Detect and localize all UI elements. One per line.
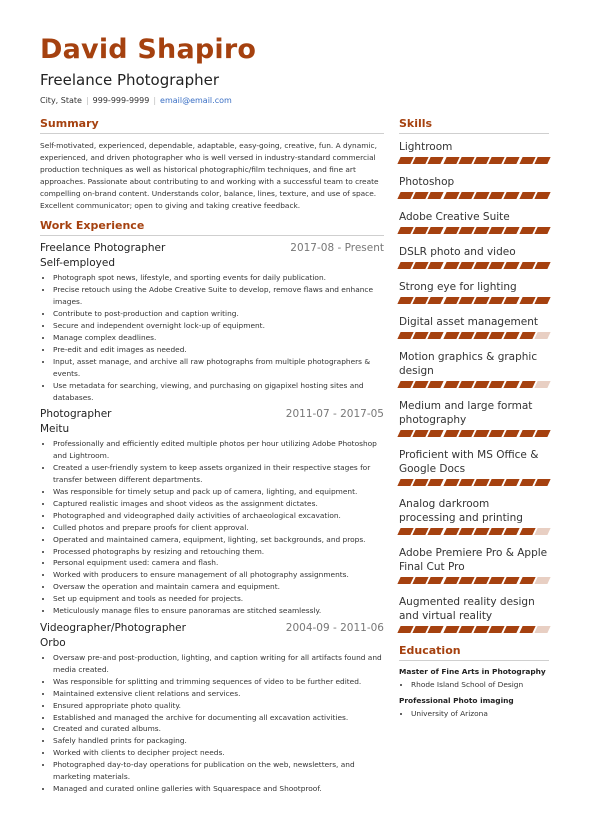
skill-rating-segment (504, 626, 520, 633)
summary-heading: Summary (40, 117, 384, 134)
job-bullet: • Contribute to post-production and caption writing. (53, 308, 384, 320)
job-header-row (40, 622, 384, 634)
skill-rating-segment (473, 192, 489, 199)
skill-rating-segment (519, 262, 535, 269)
job-bullet: • Maintained extensive client relations and services. (53, 688, 384, 700)
skill-rating-segment (428, 262, 444, 269)
skill-rating-bar (399, 262, 549, 269)
skill-rating-segment (534, 528, 550, 535)
job-title: Freelance Photographer (40, 242, 166, 255)
skill-rating-segment (443, 262, 459, 269)
skill-item (399, 350, 549, 388)
skill-name: DSLR photo and video (399, 246, 516, 258)
skill-rating-segment (458, 430, 474, 437)
skill-rating-segment (519, 381, 535, 388)
skill-rating-segment (504, 227, 520, 234)
skill-rating-segment (534, 262, 550, 269)
skill-rating-segment (397, 157, 413, 164)
skill-rating-segment (397, 577, 413, 584)
skill-rating-segment (443, 157, 459, 164)
skill-rating-bar (399, 626, 549, 633)
job-bullet: • Oversaw pre-and post-production, lighting, and caption writing for all artifacts found and media created. (53, 652, 384, 676)
summary-text: Self-motivated, experienced, dependable, adaptable, easy-going, creative, fun. A dynamic, experienced, and driven photographer who is well versed in industry-standard commercial production techniques as well as historical photographic/film techniques, and fine art approaches. Passionate about contributing to and working with a successful team to create compelling on-brand content. Understands color, balance, lines, texture, and use of space. Excellent communicator; open to giving and taking creative feedback. (40, 141, 379, 210)
skill-rating-segment (534, 381, 550, 388)
skill-rating-segment (397, 479, 413, 486)
skill-rating-bar (399, 479, 549, 486)
skill-rating-segment (443, 297, 459, 304)
experience-section (40, 219, 384, 794)
skill-item (399, 448, 549, 486)
skill-rating-segment (519, 297, 535, 304)
skill-rating-segment (534, 626, 550, 633)
skill-rating-segment (504, 262, 520, 269)
job-bullet: • Set up equipment and tools as needed for projects. (53, 593, 384, 605)
skill-rating-segment (519, 157, 535, 164)
job-title: Photographer (40, 408, 112, 421)
skill-rating-segment (534, 430, 550, 437)
skill-item (399, 280, 549, 304)
skill-rating-segment (428, 430, 444, 437)
skill-rating-segment (519, 528, 535, 535)
job-bullet: • Personal equipment used: camera and flash. (53, 557, 384, 569)
skill-rating-segment (534, 297, 550, 304)
skill-rating-segment (504, 192, 520, 199)
company-name: Self-employed (40, 257, 115, 270)
skill-rating-segment (473, 332, 489, 339)
skill-item (399, 245, 549, 269)
summary-section (40, 117, 384, 211)
contact-line (40, 96, 232, 105)
name-heading: David Shapiro (40, 34, 257, 65)
job-dates: 2017-08 - Present (290, 242, 384, 255)
skill-rating-bar (399, 381, 549, 388)
job-bullet: • Worked with clients to decipher project needs. (53, 747, 384, 759)
skill-rating-segment (443, 332, 459, 339)
skills-section (399, 117, 549, 633)
skill-rating-segment (428, 157, 444, 164)
job-bullet: • Photograph spot news, lifestyle, and sporting events for daily publication. (53, 272, 384, 284)
job-bullet-list (40, 272, 384, 403)
job-title-heading: Freelance Photographer (40, 71, 220, 89)
skill-rating-segment (473, 227, 489, 234)
skill-rating-segment (443, 381, 459, 388)
skill-item (399, 399, 549, 437)
contact-phone: 999-999-9999 (92, 96, 150, 105)
skill-rating-segment (534, 577, 550, 584)
education-degree: Master of Fine Arts in Photography (399, 667, 546, 676)
education-school-list (399, 708, 549, 720)
job-entry (40, 408, 384, 617)
education-school-list (399, 679, 549, 691)
skill-rating-segment (519, 227, 535, 234)
job-bullet: • Was responsible for splitting and trimming sequences of video to be further edited. (53, 676, 384, 688)
skill-rating-segment (428, 227, 444, 234)
job-bullet: • Photographed day-to-day operations for publication on the web, newsletters, and marketing materials. (53, 759, 384, 783)
skill-rating-segment (534, 227, 550, 234)
job-bullet: • Established and managed the archive for documenting all excavation activities. (53, 712, 384, 724)
company-name: Orbo (40, 637, 66, 649)
skill-rating-segment (534, 332, 550, 339)
education-school: • University of Arizona (411, 708, 549, 720)
skill-rating-segment (458, 528, 474, 535)
skill-rating-segment (473, 626, 489, 633)
skill-name: Augmented reality design and virtual reality (399, 596, 535, 622)
skill-item (399, 315, 549, 339)
skill-rating-segment (504, 528, 520, 535)
skill-rating-segment (504, 381, 520, 388)
company-name: Meitu (40, 423, 70, 436)
job-bullet: • Created and curated albums. (53, 723, 384, 735)
skill-rating-bar (399, 192, 549, 199)
job-bullet: • Manage complex deadlines. (53, 332, 384, 344)
skill-rating-segment (458, 577, 474, 584)
skill-rating-segment (443, 430, 459, 437)
job-bullet: • Secure and independent overnight lock-up of equipment. (53, 320, 384, 332)
job-bullet: • Photographed and videographed daily activities of archaeological excavation. (53, 510, 384, 522)
skill-name: Photoshop (399, 176, 455, 188)
main-column (40, 117, 384, 800)
skill-name: Adobe Premiere Pro & Apple Final Cut Pro (399, 547, 548, 573)
skill-rating-segment (428, 626, 444, 633)
job-bullet: • Professionally and efficiently edited multiple photos per hour utilizing Adobe Photoshop and Lightroom. (53, 438, 384, 462)
job-bullet-list (40, 438, 384, 617)
job-bullet: • Pre-edit and edit images as needed. (53, 344, 384, 356)
job-bullet: • Captured realistic images and shoot videos as the assignment dictates. (53, 498, 384, 510)
skill-item (399, 140, 549, 164)
skill-rating-segment (397, 528, 413, 535)
job-bullet: • Created a user-friendly system to keep assets organized in their respective stages for transfer between different departments. (53, 462, 384, 486)
job-header-row (40, 242, 384, 254)
skill-item (399, 175, 549, 199)
job-bullet: • Oversaw the operation and maintain camera and equipment. (53, 581, 384, 593)
skill-rating-bar (399, 528, 549, 535)
skill-name: Proficient with MS Office & Google Docs (399, 449, 539, 475)
education-list (399, 667, 549, 720)
job-list (40, 242, 384, 794)
skill-rating-bar (399, 297, 549, 304)
sidebar-column (399, 117, 549, 725)
skill-rating-segment (458, 192, 474, 199)
skill-item (399, 497, 549, 535)
skill-rating-segment (428, 577, 444, 584)
skill-rating-segment (397, 227, 413, 234)
skill-rating-segment (473, 381, 489, 388)
skill-rating-segment (473, 479, 489, 486)
skill-rating-segment (458, 262, 474, 269)
education-school: • Rhode Island School of Design (411, 679, 549, 691)
job-bullet: • Culled photos and prepare proofs for client approval. (53, 522, 384, 534)
experience-heading: Work Experience (40, 219, 384, 236)
job-bullet: • Input, asset manage, and archive all raw photographs from multiple photographers & events. (53, 356, 384, 380)
skills-heading: Skills (399, 117, 549, 134)
skill-name: Motion graphics & graphic design (399, 351, 538, 377)
skill-rating-segment (473, 577, 489, 584)
skill-rating-segment (397, 192, 413, 199)
skill-rating-segment (397, 626, 413, 633)
contact-city: City, State (40, 96, 82, 105)
skill-rating-segment (534, 192, 550, 199)
skill-rating-segment (473, 430, 489, 437)
skill-rating-segment (397, 297, 413, 304)
job-title: Videographer/Photographer (40, 622, 186, 634)
job-bullet: • Precise retouch using the Adobe Creative Suite to develop, remove flaws and enhance images. (53, 284, 384, 308)
skill-name: Strong eye for lighting (399, 281, 517, 293)
skill-rating-segment (504, 157, 520, 164)
skill-rating-segment (519, 430, 535, 437)
skill-rating-segment (504, 332, 520, 339)
skill-name: Medium and large format photography (399, 400, 533, 426)
skill-rating-segment (428, 381, 444, 388)
skill-rating-segment (443, 577, 459, 584)
skill-name: Lightroom (399, 141, 453, 153)
skill-rating-segment (458, 157, 474, 164)
skill-rating-segment (519, 479, 535, 486)
skill-rating-segment (473, 297, 489, 304)
skill-item (399, 595, 549, 633)
skill-rating-segment (443, 192, 459, 199)
skill-rating-segment (428, 528, 444, 535)
job-header-row (40, 408, 384, 420)
skill-rating-segment (504, 297, 520, 304)
contact-separator: | (153, 96, 157, 105)
job-bullet: • Use metadata for searching, viewing, and purchasing on gigapixel hosting sites and databases. (53, 380, 384, 404)
skill-rating-segment (458, 626, 474, 633)
skill-rating-bar (399, 227, 549, 234)
skill-rating-bar (399, 430, 549, 437)
skill-rating-segment (504, 430, 520, 437)
skill-name: Adobe Creative Suite (399, 211, 510, 223)
skill-rating-segment (458, 479, 474, 486)
skill-rating-segment (428, 332, 444, 339)
job-entry (40, 242, 384, 403)
skill-rating-segment (534, 157, 550, 164)
skill-rating-segment (443, 227, 459, 234)
skill-rating-segment (443, 626, 459, 633)
job-bullet: • Managed and curated online galleries with Squarespace and Shootproof. (53, 783, 384, 795)
skill-item (399, 210, 549, 234)
skill-name: Digital asset management (399, 316, 539, 328)
skill-rating-bar (399, 157, 549, 164)
skill-rating-segment (519, 192, 535, 199)
skill-rating-segment (397, 381, 413, 388)
job-bullet: • Meticulously manage files to ensure panoramas are stitched seamlessly. (53, 605, 384, 617)
skill-rating-segment (458, 227, 474, 234)
job-bullet: • Worked with producers to ensure management of all photography assignments. (53, 569, 384, 581)
job-bullet: • Processed photographs by resizing and retouching them. (53, 546, 384, 558)
skill-rating-segment (504, 577, 520, 584)
job-bullet-list (40, 652, 384, 795)
skill-rating-segment (519, 332, 535, 339)
job-bullet: • Was responsible for timely setup and pack up of camera, lighting, and equipment. (53, 486, 384, 498)
skill-item (399, 546, 549, 584)
contact-email-link[interactable]: email@email.com (160, 96, 232, 105)
education-heading: Education (399, 644, 549, 661)
skill-rating-segment (473, 157, 489, 164)
skill-rating-segment (443, 528, 459, 535)
job-bullet: • Operated and maintained camera, equipment, lighting, set backgrounds, and props. (53, 534, 384, 546)
skill-rating-segment (473, 262, 489, 269)
skill-rating-segment (397, 262, 413, 269)
skill-rating-bar (399, 577, 549, 584)
skill-name: Analog darkroom processing and printing (399, 498, 523, 524)
skill-rating-segment (519, 626, 535, 633)
skill-rating-segment (397, 430, 413, 437)
skill-rating-segment (458, 332, 474, 339)
skill-rating-segment (428, 297, 444, 304)
skill-list (399, 140, 549, 633)
education-section (399, 644, 549, 720)
skill-rating-segment (534, 479, 550, 486)
job-bullet: • Safely handled prints for packaging. (53, 735, 384, 747)
skill-rating-segment (428, 479, 444, 486)
job-entry (40, 622, 384, 795)
skill-rating-bar (399, 332, 549, 339)
skill-rating-segment (397, 332, 413, 339)
skill-rating-segment (504, 479, 520, 486)
job-dates: 2004-09 - 2011-06 (285, 622, 384, 634)
job-bullet: • Ensured appropriate photo quality. (53, 700, 384, 712)
skill-rating-segment (428, 192, 444, 199)
skill-rating-segment (443, 479, 459, 486)
skill-rating-segment (458, 297, 474, 304)
contact-separator: | (85, 96, 89, 105)
job-dates: 2011-07 - 2017-05 (285, 408, 384, 421)
skill-rating-segment (473, 528, 489, 535)
education-degree: Professional Photo imaging (399, 696, 514, 705)
skill-rating-segment (458, 381, 474, 388)
skill-rating-segment (519, 577, 535, 584)
